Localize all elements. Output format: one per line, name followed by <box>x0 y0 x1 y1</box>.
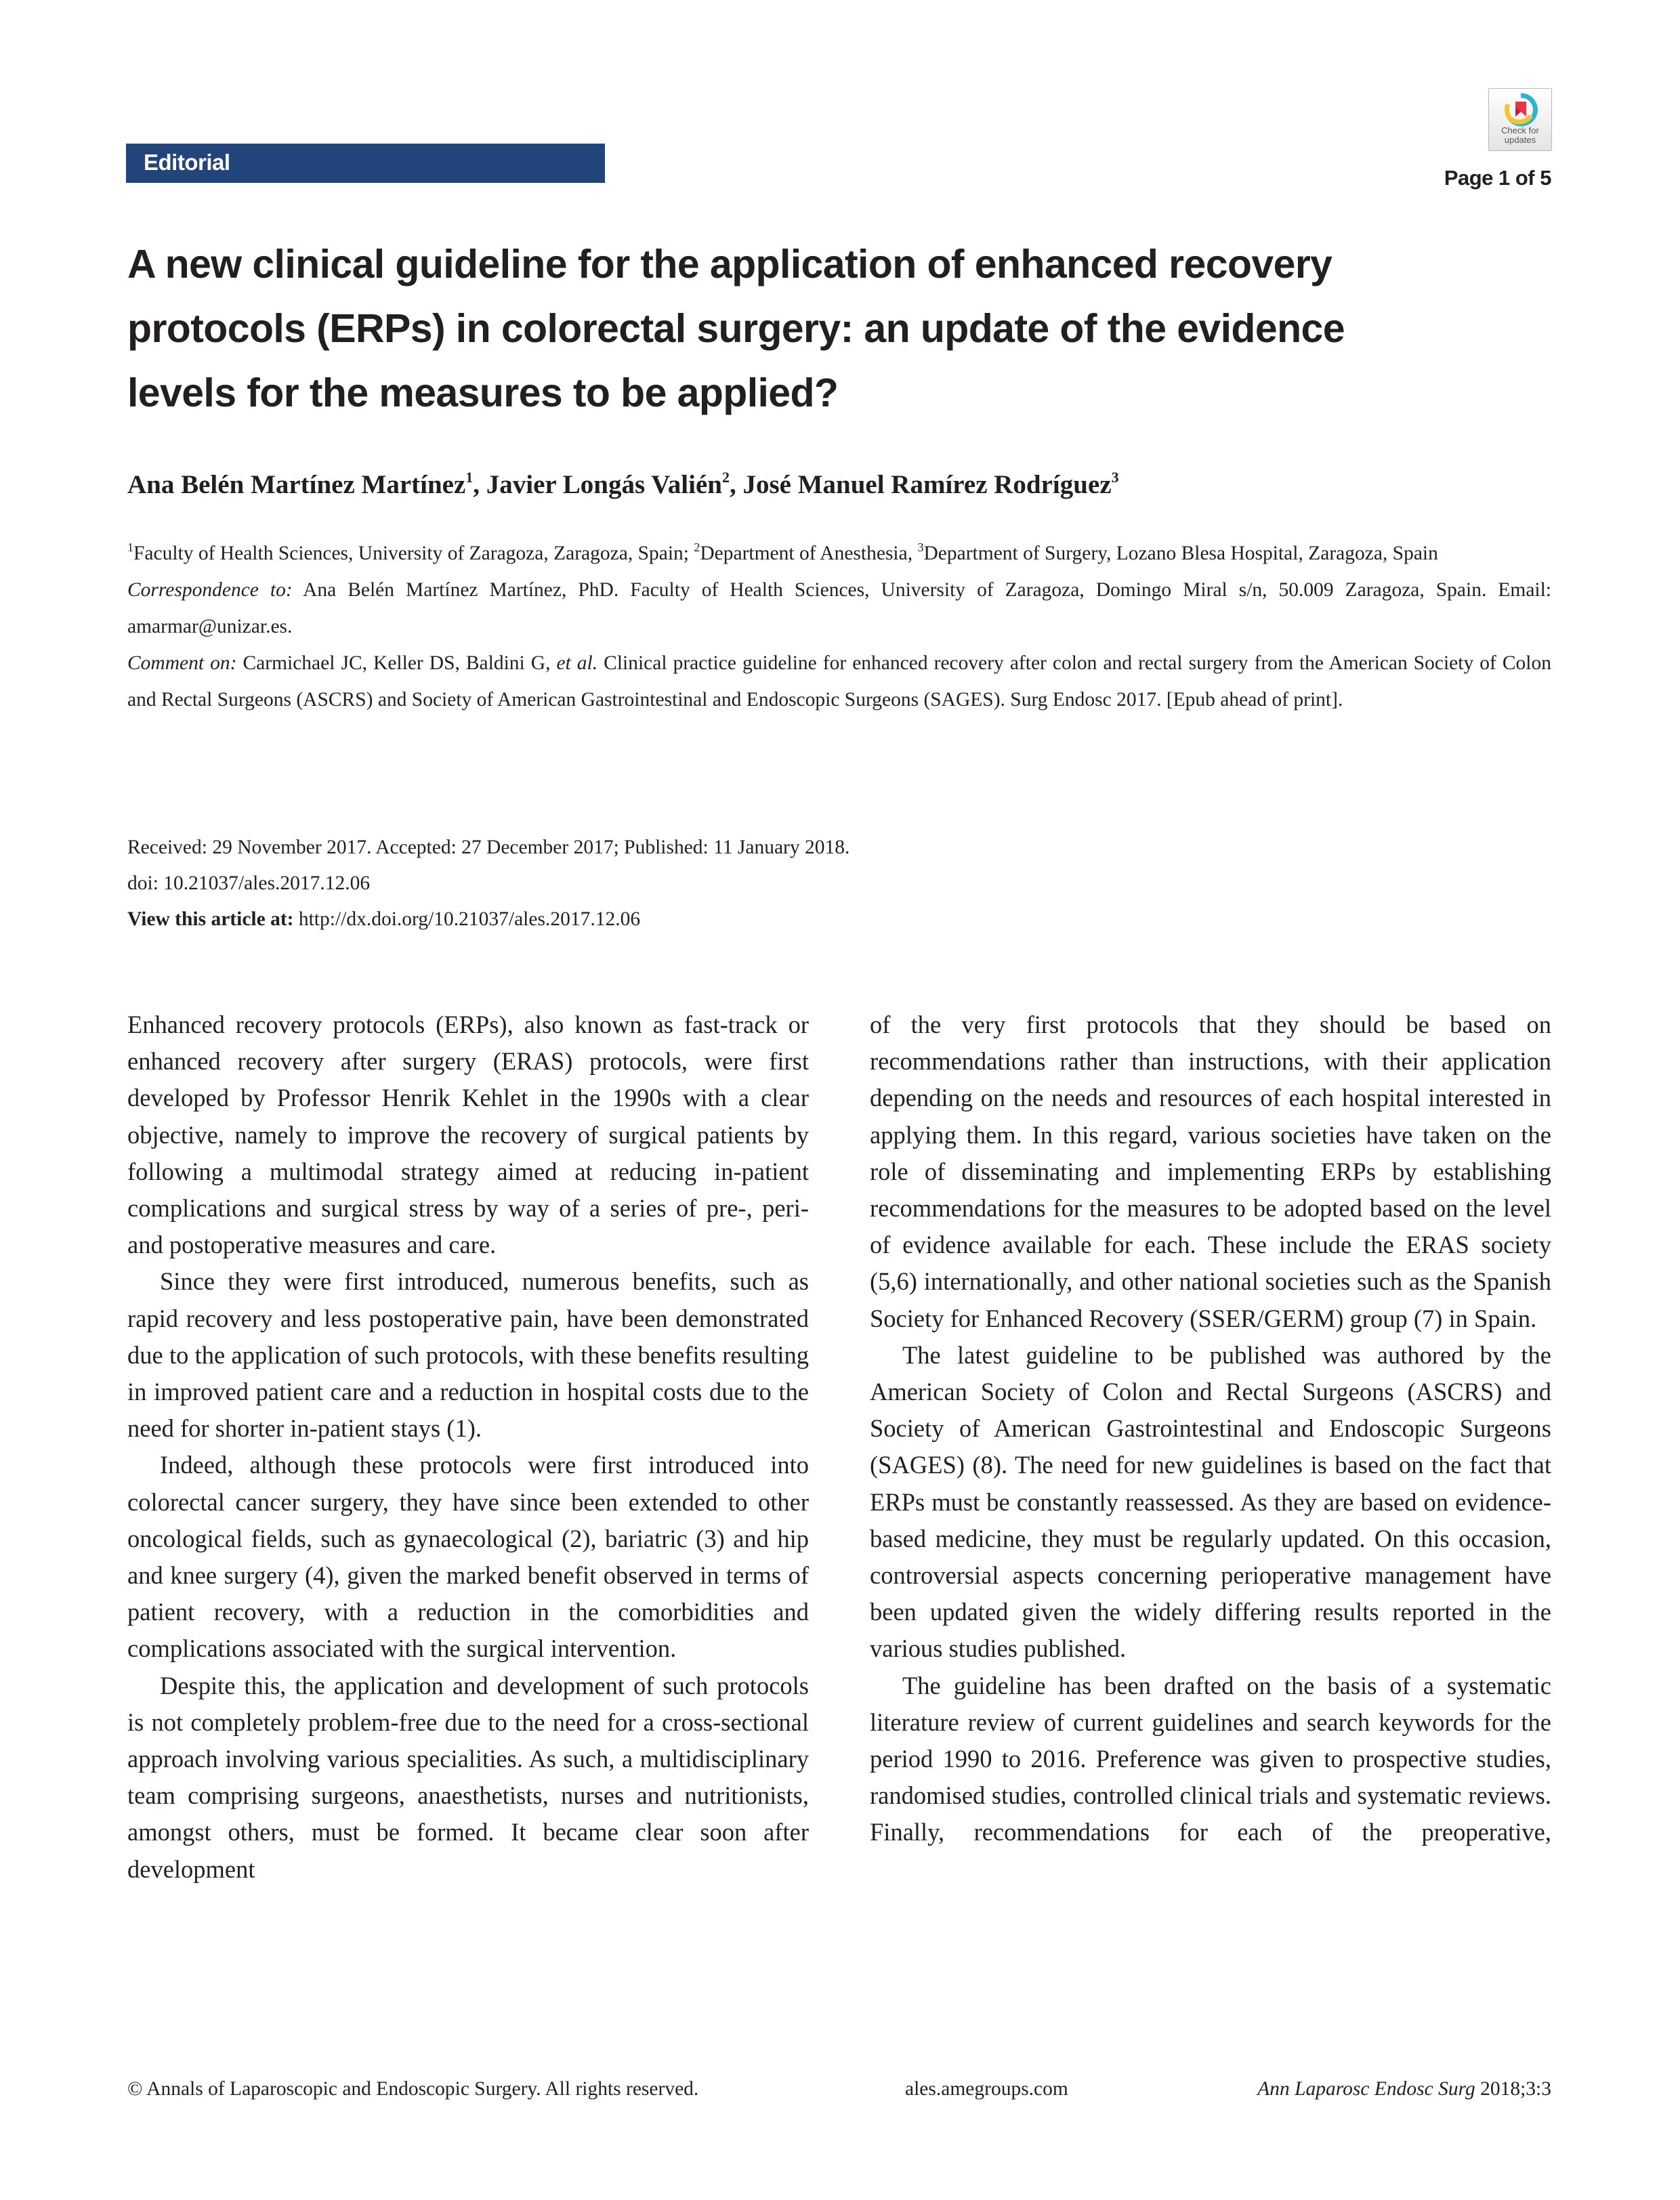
doi: doi: 10.21037/ales.2017.12.06 <box>127 872 371 894</box>
badge-label: Check for updates <box>1501 125 1539 145</box>
check-for-updates-badge[interactable] <box>1488 88 1552 151</box>
body-paragraph: Since they were first introduced, numerous benefits, such as rapid recovery and less postoperative pain, have been demonstrated due to the application of such protocols, with these benefits resulting in improved patient care and a reduction in hospital costs due to the need for shorter in-patient stays (1). <box>127 1267 809 1443</box>
affiliations: $^1$Faculty of Health Sciences, University of Zaragoza, Zaragoza, Spain; $^2$Department of Anesthesia, $^3$Department of Surgery, Lozano Blesa Hospital, Zaragoza, Spain <box>127 541 1438 564</box>
body-paragraph: Indeed, although these protocols were first introduced into colorectal cancer surgery, they have since been extended to other oncological fields, such as gynaecological (2), bariatric (3) and hip and knee surgery (4), given the marked benefit observed in terms of patient recovery, with a reduction in the comorbidities and complications associated with the surgical intervention. <box>127 1451 809 1663</box>
view-article <box>127 902 1551 937</box>
journal-website-link[interactable]: ales.amegroups.com <box>905 2078 1068 2100</box>
journal-citation: Ann Laparosc Endosc Surg 2018;3:3 <box>1257 2078 1551 2100</box>
body-left-column <box>127 1007 809 1888</box>
section-label: Editorial <box>144 150 230 175</box>
body-paragraph: Despite this, the application and development of such protocols is not completely problem-free due to the need for a cross-sectional approach involving various specialities. As such, a multidisciplinary team comprising surgeons, anaesthetists, nurses and nutritionists, amongst others, must be formed. It became clear soon after development <box>127 1671 809 1883</box>
affiliation-marker: 1 <box>465 469 474 486</box>
affiliation-marker: 3 <box>1111 469 1119 486</box>
comment-on: Comment on: Carmichael JC, Keller DS, Baldini G, et al. Clinical practice guideline for enhanced recovery after colon and rectal surgery from the American Society of Colon and Rectal Surgeons (ASCRS) and Society of American Gastrointestinal and Endoscopic Surgeons (SAGES). Surg Endosc 2017. [Epub ahead of print]. <box>127 652 1551 711</box>
title-line: levels for the measures to be applied? <box>127 371 839 415</box>
comment-on-label: Comment on: <box>127 652 237 674</box>
author-name: José Manuel Ramírez Rodríguez <box>742 470 1112 499</box>
author-name: Javier Longás Valién <box>486 470 722 499</box>
title-line: A new clinical guideline for the application of enhanced recovery <box>127 242 1332 287</box>
body-paragraph: Enhanced recovery protocols (ERPs), also known as fast-track or enhanced recovery after surgery (ERAS) protocols, were first developed by Professor Henrik Kehlet in the 1990s with a clear objective, namely to improve the recovery of surgical patients by following a multimodal strategy aimed at reducing in-patient complications and surgical stress by way of a series of pre-, peri- and postoperative measures and care. <box>127 1011 809 1259</box>
author-name: Ana Belén Martínez Martínez <box>127 470 466 499</box>
body-paragraph: of the very first protocols that they should be based on recommendations rather than instructions, with their application depending on the needs and resources of each hospital interested in applying them. In this regard, various societies have taken on the role of disseminating and implementing ERPs by establishing recommendations for the measures to be adopted based on the level of evidence available for each. These include the ERAS society (5,6) internationally, and other national societies such as the Spanish Society for Enhanced Recovery (SSER/GERM) group (7) in Spain. <box>870 1011 1551 1332</box>
affiliation-marker: 2 <box>721 469 730 486</box>
article-title <box>127 232 1563 425</box>
article-url-link[interactable]: http://dx.doi.org/10.21037/ales.2017.12.06 <box>293 908 641 930</box>
view-article-label: View this article at: <box>127 908 294 930</box>
page-indicator: Page 1 of 5 <box>1444 166 1551 190</box>
body-paragraph: The latest guideline to be published was authored by the American Society of Colon and Rectal Surgeons (ASCRS) and Society of American Gastrointestinal and Endoscopic Surgeons (SAGES) (8). The need for new guidelines is based on the fact that ERPs must be constantly reassessed. As they are based on evidence-based medicine, they must be regularly updated. On this occasion, controversial aspects concerning perioperative management have been updated given the widely differing results reported in the various studies published. <box>870 1340 1551 1663</box>
copyright: © Annals of Laparoscopic and Endoscopic Surgery. All rights reserved. <box>127 2078 699 2100</box>
body-paragraph: The guideline has been drafted on the basis of a systematic literature review of current guidelines and search keywords for the period 1990 to 2016. Preference was given to prospective studies, randomised studies, controlled clinical trials and systematic reviews. Finally, recommendations for each of the preoperative, <box>870 1671 1551 1846</box>
title-line: protocols (ERPs) in colorectal surgery: an update of the evidence <box>127 306 1345 351</box>
correspondence-label: Correspondence to: <box>127 579 293 601</box>
section-label-bar <box>126 144 605 183</box>
page-footer <box>127 2078 1551 2105</box>
check-for-updates-icon <box>1504 93 1538 127</box>
publication-info <box>127 830 1551 937</box>
article-metadata <box>127 535 1551 718</box>
author-list: Ana Belén Martínez Martínez$^1$, Javier Longás Valién$^2$, José Manuel Ramírez Rodríguez$^3$ <box>127 469 1119 499</box>
body-right-column <box>870 1007 1551 1851</box>
publication-dates: Received: 29 November 2017. Accepted: 27 December 2017; Published: 11 January 2018. <box>127 837 850 858</box>
correspondence: Correspondence to: Ana Belén Martínez Martínez, PhD. Faculty of Health Sciences, University of Zaragoza, Domingo Miral s/n, 50.009 Zaragoza, Spain. Email: amarmar@unizar.es. <box>127 579 1552 637</box>
